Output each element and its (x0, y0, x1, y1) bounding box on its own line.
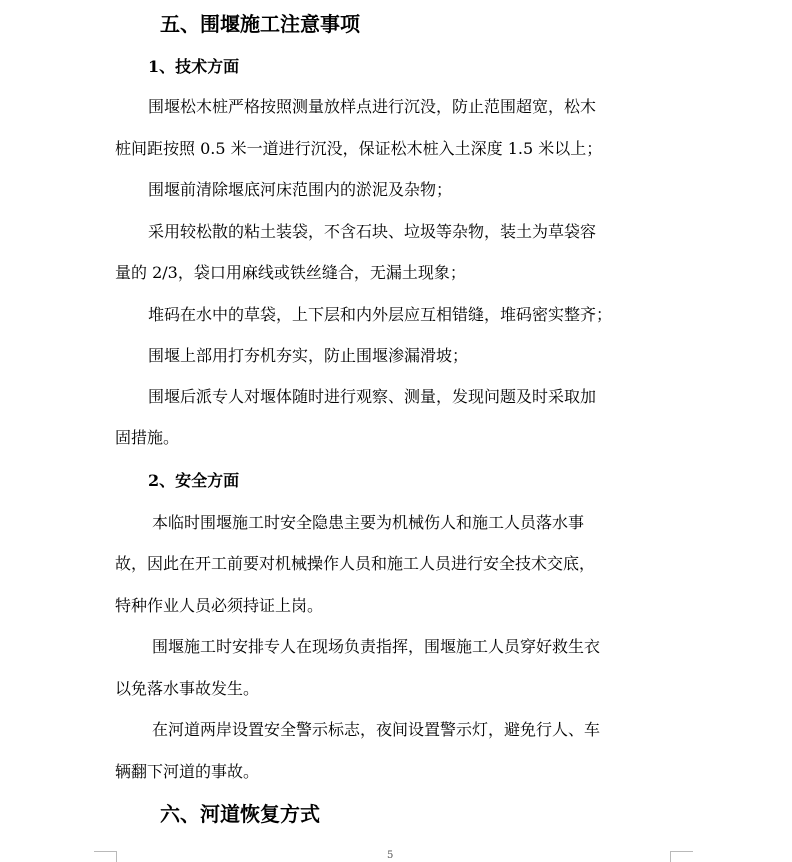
section-5-title: 五、围堰施工注意事项 (160, 12, 360, 36)
safety-line-6: 在河道两岸设置安全警示标志，夜间设置警示灯，避免行人、车 (152, 720, 601, 739)
tech-line-8: 围堰后派专人对堰体随时进行观察、测量，发现问题及时采取加 (148, 387, 597, 406)
section-6-title: 六、河道恢复方式 (160, 802, 320, 826)
tech-line-2: 桩间距按照 0.5 米一道进行沉没，保证松木桩入土深度 1.5 米以上； (115, 139, 603, 158)
tech-line-6: 堆码在水中的草袋，上下层和内外层应互相错缝，堆码密实整齐； (148, 305, 613, 324)
safety-line-4: 围堰施工时安排专人在现场负责指挥，围堰施工人员穿好救生衣 (152, 637, 601, 656)
tech-line-7: 围堰上部用打夯机夯实，防止围堰渗漏滑坡； (148, 346, 469, 365)
tech-line-5: 量的 2/3，袋口用麻线或铁丝缝合，无漏土现象； (115, 263, 466, 282)
subsection-2-title: 2、安全方面 (148, 471, 240, 490)
page-number: 5 (387, 850, 394, 861)
tech-line-1: 围堰松木桩严格按照测量放样点进行沉没，防止范围超宽，松木 (148, 97, 597, 116)
safety-line-1: 本临时围堰施工时安全隐患主要为机械伤人和施工人员落水事 (152, 513, 585, 532)
subsection-1-title: 1、技术方面 (148, 57, 240, 76)
tech-line-9: 固措施。 (115, 428, 180, 447)
tech-line-4: 采用较松散的粘土装袋，不含石块、垃圾等杂物，装土为草袋容 (148, 222, 597, 241)
safety-line-3: 特种作业人员必须持证上岗。 (115, 596, 324, 615)
margin-corner-left (94, 851, 117, 862)
safety-line-5: 以免落水事故发生。 (115, 679, 260, 698)
safety-line-2: 故，因此在开工前要对机械操作人员和施工人员进行安全技术交底， (115, 554, 596, 573)
margin-corner-right (670, 851, 693, 862)
safety-line-7: 辆翻下河道的事故。 (115, 762, 260, 781)
tech-line-3: 围堰前清除堰底河床范围内的淤泥及杂物； (148, 180, 453, 199)
